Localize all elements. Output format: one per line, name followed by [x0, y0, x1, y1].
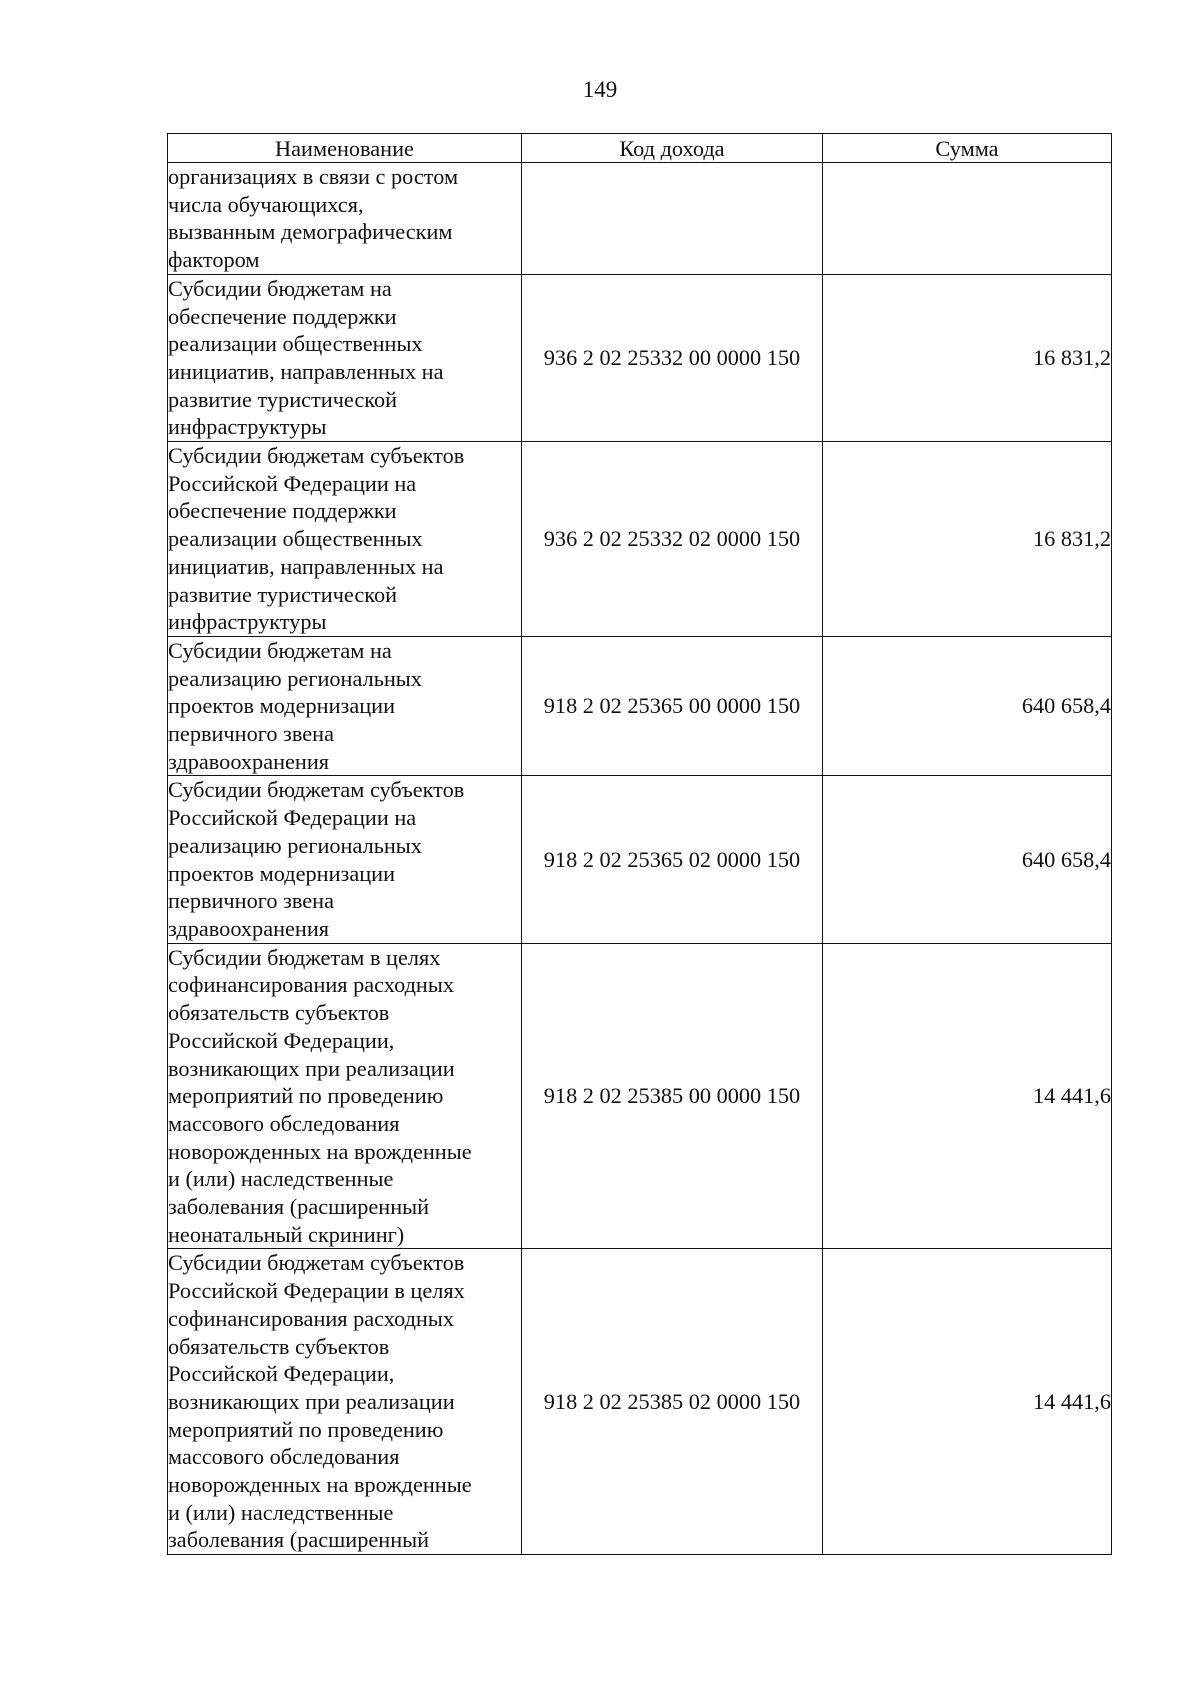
table-row: [168, 163, 1112, 275]
header-code: Код дохода: [522, 134, 823, 163]
row-name-cell: [168, 636, 522, 776]
row-name: Субсидии бюджетам субъектов Российской Федерации на реализацию региональных проектов модернизации первичного звена здравоохранения: [168, 777, 465, 941]
row-name-cell: [168, 776, 522, 943]
row-name-cell: [168, 274, 522, 441]
row-name-cell: [168, 163, 522, 275]
row-sum: 640 658,4: [823, 776, 1112, 943]
header-sum: Сумма: [823, 134, 1112, 163]
row-sum: 16 831,2: [823, 442, 1112, 637]
row-code: 918 2 02 25365 00 0000 150: [522, 636, 823, 776]
row-sum: 14 441,6: [823, 943, 1112, 1249]
row-name: Субсидии бюджетам субъектов Российской Федерации на обеспечение поддержки реализации общественных инициатив, направленных на развитие туристической инфраструктуры: [168, 443, 465, 635]
page-number: 149: [582, 77, 618, 102]
row-code: 918 2 02 25385 00 0000 150: [522, 943, 823, 1249]
row-name: Субсидии бюджетам субъектов Российской Федерации в целях софинансирования расходных обязательств субъектов Российской Федерации, возникающих при реализации мероприятий по проведению массового обследования новорожденных на врожденные и (или) наследственные заболевания (расширенный: [168, 1250, 472, 1553]
table-row: [168, 636, 1112, 776]
row-name-cell: [168, 943, 522, 1249]
row-code: 936 2 02 25332 00 0000 150: [522, 274, 823, 441]
row-name-cell: [168, 442, 522, 637]
row-sum: 14 441,6: [823, 1249, 1112, 1555]
row-code: [522, 163, 823, 275]
row-sum: [823, 163, 1112, 275]
table-row: [168, 274, 1112, 441]
table-row: [168, 776, 1112, 943]
row-name: организациях в связи с ростом числа обучающихся, вызванным демографическим фактором: [168, 164, 459, 273]
header-name: Наименование: [168, 134, 522, 163]
revenue-table: [167, 133, 1112, 1555]
table-row: [168, 442, 1112, 637]
table-row: [168, 1249, 1112, 1555]
row-name: Субсидии бюджетам в целях софинансирования расходных обязательств субъектов Российской Федерации, возникающих при реализации мероприятий по проведению массового обследования новорожденных на врожденные и (или) наследственные заболевания (расширенный неонатальный скрининг): [168, 944, 472, 1247]
row-sum: 16 831,2: [823, 274, 1112, 441]
row-code: 918 2 02 25365 02 0000 150: [522, 776, 823, 943]
row-code: 936 2 02 25332 02 0000 150: [522, 442, 823, 637]
row-name: Субсидии бюджетам на обеспечение поддержки реализации общественных инициатив, направленных на развитие туристической инфраструктуры: [168, 275, 444, 440]
row-sum: 640 658,4: [823, 636, 1112, 776]
row-name-cell: [168, 1249, 522, 1555]
row-code: 918 2 02 25385 02 0000 150: [522, 1249, 823, 1555]
row-name: Субсидии бюджетам на реализацию региональных проектов модернизации первичного звена здравоохранения: [168, 637, 422, 774]
table-row: [168, 943, 1112, 1249]
table-header-row: [168, 134, 1112, 163]
